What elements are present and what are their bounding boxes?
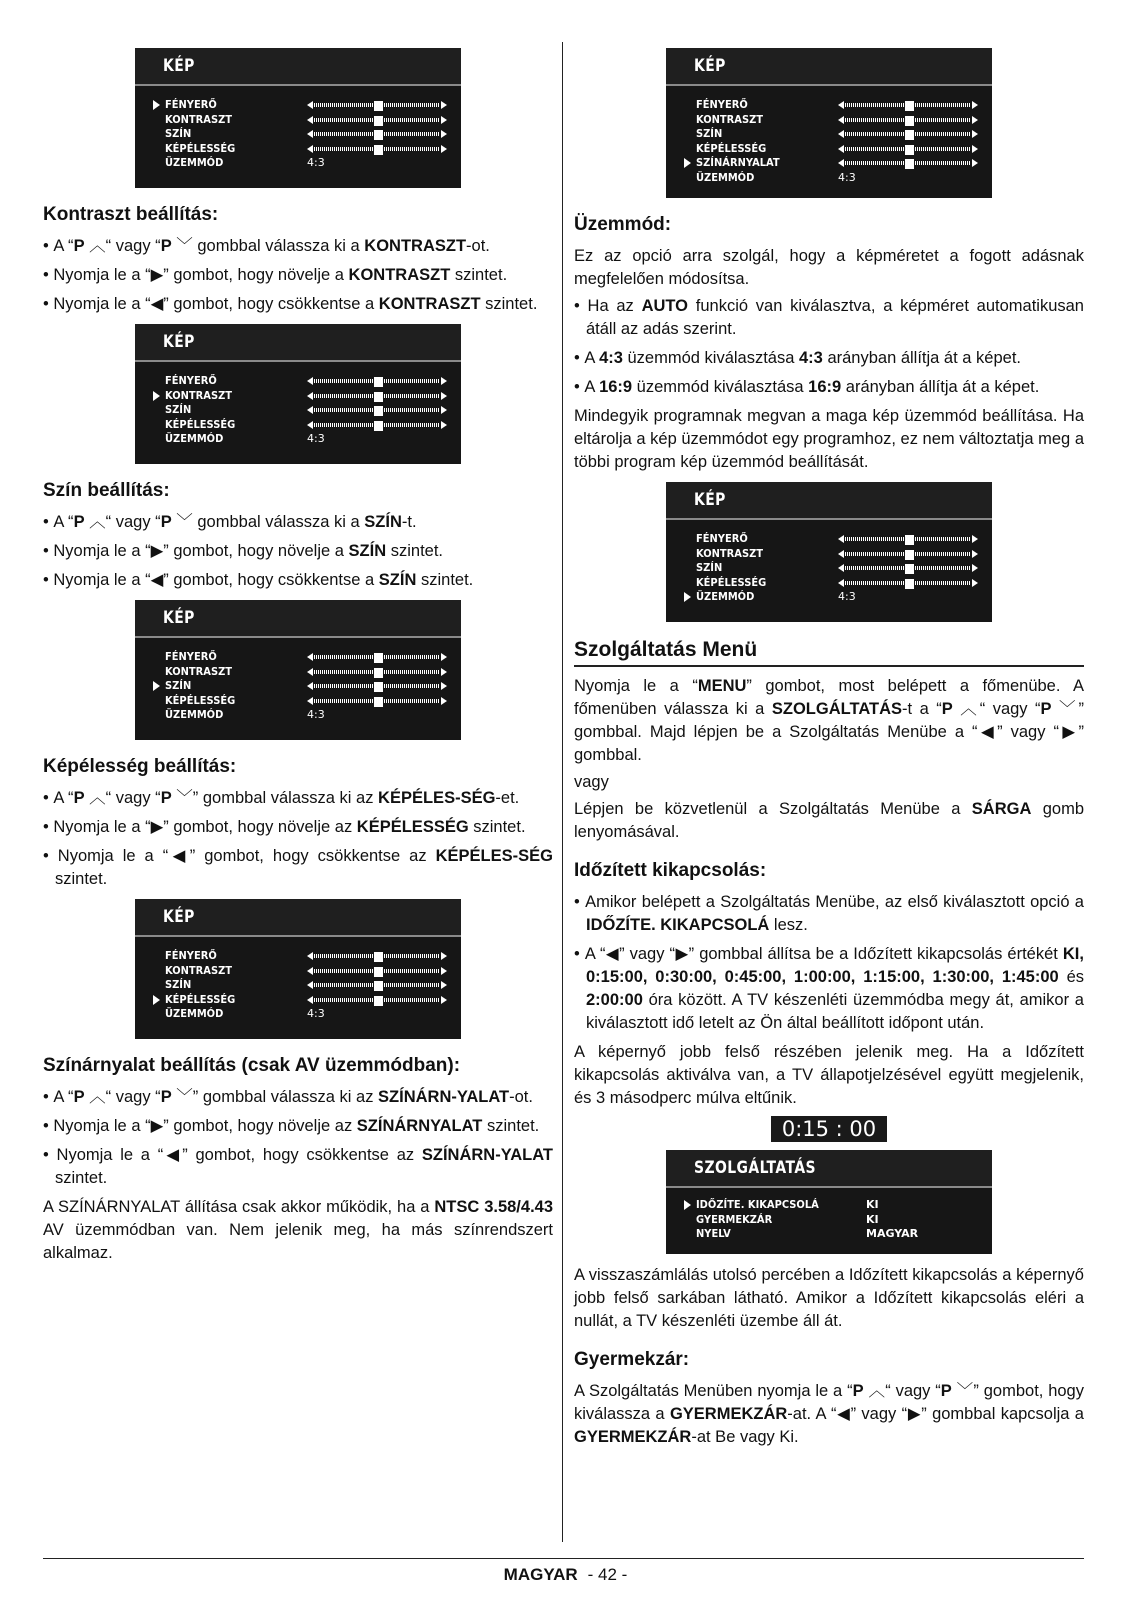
osd-label: IDŐZÍTE. KIKAPCSOLÁ: [696, 1198, 819, 1211]
left-column: [43, 40, 553, 1269]
osd-row-mode: [135, 432, 461, 447]
level-slider: [307, 116, 447, 124]
osd-title-bar: [666, 482, 992, 520]
osd-label: FÉNYERŐ: [165, 98, 217, 111]
level-slider: [838, 564, 978, 572]
list-item: • Nyomja le a “▶” gombot, hogy növelje a KONTRASZT szintet.: [43, 264, 553, 287]
level-slider: [307, 392, 447, 400]
right-column: [574, 40, 1084, 1453]
picture-menu-osd: [135, 324, 461, 464]
osd-title-bar: [666, 1150, 992, 1188]
osd-row-contrast: [135, 389, 461, 404]
section-heading: Színárnyalat beállítás (csak AV üzemmódban):: [43, 1055, 461, 1076]
osd-label: KONTRASZT: [696, 112, 764, 126]
mode-steps: [574, 295, 1084, 399]
osd-row-brightness: [135, 650, 461, 665]
osd-title-bar: [135, 600, 461, 638]
list-item: • A “P ︿“ vagy “P ﹀” gombbal válassza ki az SZÍNÁRN-YALAT-ot.: [43, 1086, 553, 1109]
osd-label: ÜZEMMÓD: [165, 432, 224, 445]
hue-steps: [43, 1086, 553, 1190]
osd-title: KÉP: [694, 490, 726, 510]
osd-row-sharpness: [135, 694, 461, 709]
osd-row-brightness: [135, 98, 461, 113]
section-heading: Gyermekzár:: [574, 1349, 690, 1370]
osd-label: SZÍN: [696, 561, 723, 574]
osd-row-child-lock: [666, 1213, 992, 1228]
osd-row-brightness: [135, 374, 461, 389]
osd-label: SZÍNÁRNYALAT: [696, 156, 780, 169]
osd-label: SZÍN: [165, 679, 192, 692]
paragraph: Lépjen be közvetlenül a Szolgáltatás Menübe a SÁRGA gomb lenyomásával.: [574, 800, 1084, 841]
section-heading: Szín beállítás:: [43, 480, 170, 501]
column-divider: [562, 42, 563, 1542]
osd-row-mode: [666, 171, 992, 186]
osd-row-mode: [666, 590, 992, 605]
osd-row-sharpness: [666, 576, 992, 591]
list-item: • A “P ︿“ vagy “P ﹀ gombbal válassza ki a KONTRASZT-ot.: [43, 235, 553, 258]
osd-label: FÉNYERŐ: [165, 650, 217, 663]
section-title: Szolgáltatás Menü: [574, 638, 1084, 667]
osd-label: NYELV: [696, 1227, 731, 1240]
osd-label: SZÍN: [696, 127, 723, 140]
osd-row-contrast: [666, 547, 992, 562]
list-item: • Nyomja le a “▶” gombot, hogy növelje a SZÍN szintet.: [43, 540, 553, 563]
osd-value: MAGYAR: [866, 1227, 919, 1240]
cursor-arrow-icon: [153, 391, 160, 401]
osd-row-color: [135, 403, 461, 418]
section-heading: Üzemmód:: [574, 214, 672, 235]
sleep-timer-display: 0:15 : 00: [771, 1116, 887, 1142]
osd-row-mode: [135, 156, 461, 171]
list-item: • Ha az AUTO funkció van kiválasztva, a képméret automatikusan átáll az adás szerint.: [574, 295, 1084, 341]
level-slider: [838, 116, 978, 124]
level-slider: [307, 421, 447, 429]
osd-title: KÉP: [163, 608, 195, 628]
page-footer: [0, 1565, 1131, 1585]
osd-label: KÉPÉLESSÉG: [165, 141, 236, 155]
service-menu-osd: [666, 1150, 992, 1254]
osd-row-mode: [135, 708, 461, 723]
osd-title: SZOLGÁLTATÁS: [694, 1158, 817, 1178]
level-slider: [307, 697, 447, 705]
list-item: • A “◀” vagy “▶” gombbal állítsa be a Időzített kikapcsolás értékét KI, 0:15:00, 0:30:00, 0:45:00, 1:00:00, 1:15:00, 1:30:00, 1:45:00 és 2:00:00 óra között. A TV készenléti üzemmódba megy át, amikor a kiválasztott idő letelt az Ön által beállított időpont után.: [574, 943, 1084, 1035]
paragraph: A SZÍNÁRNYALAT állítása csak akkor működik, ha a NTSC 3.58/4.43 AV üzemmódban van. Nem jelenik meg, ha más színrendszert alkalmaz.: [43, 1198, 554, 1262]
contrast-steps: [43, 235, 553, 316]
osd-row-language: [666, 1227, 992, 1242]
picture-menu-osd: [666, 482, 992, 622]
osd-label: SZÍN: [165, 978, 192, 991]
osd-label: KÉPÉLESSÉG: [165, 992, 236, 1006]
osd-mode-value: 4:3: [307, 1007, 325, 1020]
osd-mode-value: 4:3: [838, 590, 856, 603]
paragraph: Ez az opció arra szolgál, hogy a képméretet a fogott adásnak megfelelően módosítsa.: [574, 247, 1084, 288]
osd-row-mode: [135, 1007, 461, 1022]
paragraph: Nyomja le a “MENU” gombot, most belépett a főmenübe. A főmenüben válassza ki a SZOLGÁLTATÁS-t a “P ︿“ vagy “P ﹀” gombbal. Majd lépjen be a Szolgáltatás Menübe a “◀” vagy “▶” gombbal.: [574, 677, 1084, 764]
osd-row-color: [135, 978, 461, 993]
osd-label: KONTRASZT: [696, 546, 764, 560]
osd-title: KÉP: [163, 56, 195, 76]
list-item: • Nyomja le a “◀” gombot, hogy csökkentse az SZÍNÁRN-YALAT szintet.: [43, 1144, 553, 1190]
section-heading: Képélesség beállítás:: [43, 756, 237, 777]
osd-label: FÉNYERŐ: [696, 98, 748, 111]
footer-language: MAGYAR: [503, 1565, 578, 1584]
list-item: • Nyomja le a “◀” gombot, hogy csökkentse az KÉPÉLES-SÉG szintet.: [43, 845, 553, 891]
osd-title-bar: [135, 48, 461, 86]
osd-row-brightness: [666, 532, 992, 547]
cursor-arrow-icon: [684, 592, 691, 602]
osd-row-brightness: [666, 98, 992, 113]
level-slider: [838, 101, 978, 109]
osd-mode-value: 4:3: [838, 170, 856, 184]
osd-label: KÉPÉLESSÉG: [165, 693, 236, 707]
osd-row-color: [135, 127, 461, 142]
paragraph: A Szolgáltatás Menüben nyomja le a “P ︿“ vagy “P ﹀” gombot, hogy kiválassza a GYERMEKZÁR-at. A “◀” vagy “▶” gombbal kapcsolja a GYERMEKZÁR-at Be vagy Ki.: [574, 1382, 1084, 1446]
cursor-arrow-icon: [684, 158, 691, 168]
osd-mode-value: 4:3: [307, 432, 325, 445]
level-slider: [307, 130, 447, 138]
list-item: • A “P ︿“ vagy “P ﹀” gombbal válassza ki az KÉPÉLES-SÉG-et.: [43, 787, 553, 810]
level-slider: [838, 535, 978, 543]
osd-row-sharpness: [135, 418, 461, 433]
sharpness-steps: [43, 787, 553, 891]
level-slider: [307, 145, 447, 153]
level-slider: [307, 406, 447, 414]
osd-title-bar: [135, 899, 461, 937]
osd-title: KÉP: [694, 56, 726, 76]
list-item: • Nyomja le a “◀” gombot, hogy csökkentse a SZÍN szintet.: [43, 569, 553, 592]
footer-rule: [43, 1558, 1084, 1559]
osd-label: SZÍN: [165, 127, 192, 140]
osd-title-bar: [666, 48, 992, 86]
list-item: • A “P ︿“ vagy “P ﹀ gombbal válassza ki a SZÍN-t.: [43, 511, 553, 534]
osd-label: KONTRASZT: [165, 388, 233, 402]
level-slider: [307, 952, 447, 960]
osd-label: ÜZEMMÓD: [165, 1007, 224, 1020]
paragraph: A képernyő jobb felső részében jelenik meg. Ha a Időzített kikapcsolás aktiválva van, a TV állapotjelzésével együtt megjelenik, és 3 másodperc múlva eltűnik.: [574, 1043, 1084, 1107]
list-item: • A 4:3 üzemmód kiválasztása 4:3 arányban állítja át a képet.: [574, 347, 1084, 370]
level-slider: [838, 579, 978, 587]
osd-row-hue: [666, 156, 992, 171]
picture-menu-osd: [135, 600, 461, 740]
osd-title-bar: [135, 324, 461, 362]
osd-row-contrast: [135, 964, 461, 979]
list-item: • Amikor belépett a Szolgáltatás Menübe, az első kiválasztott opció a IDŐZÍTE. KIKAPCSOLÁ lesz.: [574, 891, 1084, 937]
osd-label: SZÍN: [165, 403, 192, 416]
sleep-steps: [574, 891, 1084, 1035]
picture-menu-osd: [135, 48, 461, 188]
osd-label: ÜZEMMÓD: [165, 156, 224, 169]
osd-row-sharpness: [135, 993, 461, 1008]
osd-label: ÜZEMMÓD: [696, 590, 755, 603]
osd-row-contrast: [135, 113, 461, 128]
cursor-arrow-icon: [684, 1200, 691, 1210]
list-item: • A 16:9 üzemmód kiválasztása 16:9 arányban állítja át a képet.: [574, 376, 1084, 399]
level-slider: [838, 550, 978, 558]
osd-title: KÉP: [163, 907, 195, 927]
list-item: • Nyomja le a “▶” gombot, hogy növelje az KÉPÉLESSÉG szintet.: [43, 816, 553, 839]
osd-mode-value: 4:3: [307, 156, 325, 169]
level-slider: [307, 101, 447, 109]
osd-label: KONTRASZT: [165, 664, 233, 678]
osd-title: KÉP: [163, 332, 195, 352]
osd-row-sharpness: [135, 142, 461, 157]
level-slider: [307, 996, 447, 1004]
level-slider: [307, 377, 447, 385]
osd-row-color: [666, 127, 992, 142]
osd-row-sharpness: [666, 142, 992, 157]
section-heading: Kontraszt beállítás:: [43, 204, 219, 225]
level-slider: [307, 653, 447, 661]
osd-row-contrast: [666, 113, 992, 128]
picture-menu-osd: [135, 899, 461, 1039]
list-item: • Nyomja le a “◀” gombot, hogy csökkentse a KONTRASZT szintet.: [43, 293, 553, 316]
osd-label: ÜZEMMÓD: [165, 708, 224, 721]
paragraph: vagy: [574, 773, 609, 791]
page-number: - 42 -: [587, 1565, 628, 1584]
level-slider: [838, 159, 978, 167]
osd-label: FÉNYERŐ: [696, 532, 748, 545]
picture-menu-osd: [666, 48, 992, 198]
cursor-arrow-icon: [153, 100, 160, 110]
list-item: • Nyomja le a “▶” gombot, hogy növelje az SZÍNÁRNYALAT szintet.: [43, 1115, 553, 1138]
osd-label: GYERMEKZÁR: [696, 1212, 773, 1226]
osd-mode-value: 4:3: [307, 708, 325, 721]
paragraph: A visszaszámlálás utolsó percében a Időzített kikapcsolás a képernyő jobb felső sarkában látható. Amikor a Időzített kikapcsolás eléri a nullát, a TV készenléti üzembe áll át.: [574, 1266, 1084, 1330]
osd-label: ÜZEMMÓD: [696, 170, 755, 184]
cursor-arrow-icon: [153, 681, 160, 691]
osd-row-color: [666, 561, 992, 576]
level-slider: [307, 967, 447, 975]
level-slider: [307, 668, 447, 676]
level-slider: [838, 145, 978, 153]
cursor-arrow-icon: [153, 995, 160, 1005]
osd-row-brightness: [135, 949, 461, 964]
osd-label: KONTRASZT: [165, 963, 233, 977]
paragraph: Mindegyik programnak megvan a maga kép üzemmód beállítása. Ha eltárolja a kép üzemmódot egy programhoz, ez nem változtatja meg a többi program kép üzemmód beállítását.: [574, 407, 1084, 471]
osd-row-color: [135, 679, 461, 694]
osd-label: KÉPÉLESSÉG: [696, 141, 767, 155]
section-heading: Időzített kikapcsolás:: [574, 860, 767, 881]
osd-label: FÉNYERŐ: [165, 949, 217, 962]
osd-label: FÉNYERŐ: [165, 374, 217, 387]
level-slider: [307, 981, 447, 989]
osd-value: KI: [866, 1212, 879, 1226]
level-slider: [307, 682, 447, 690]
osd-label: KONTRASZT: [165, 112, 233, 126]
osd-label: KÉPÉLESSÉG: [696, 575, 767, 589]
osd-value: KI: [866, 1198, 879, 1211]
osd-row-sleep-timer: [666, 1198, 992, 1213]
color-steps: [43, 511, 553, 592]
level-slider: [838, 130, 978, 138]
osd-label: KÉPÉLESSÉG: [165, 417, 236, 431]
osd-row-contrast: [135, 665, 461, 680]
